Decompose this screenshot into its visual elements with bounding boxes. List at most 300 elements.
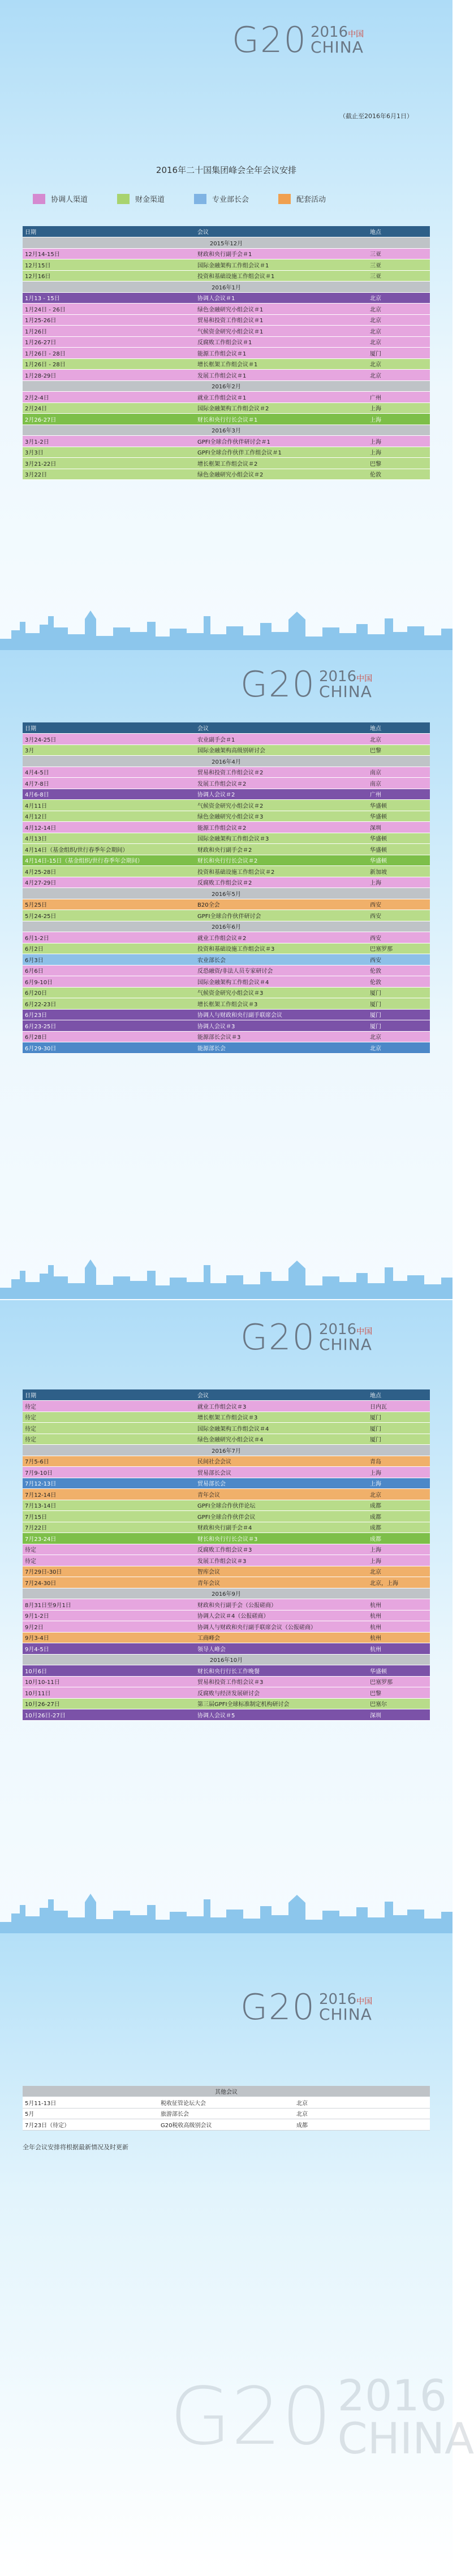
row-meeting: 农业部长会 (195, 954, 368, 966)
table-row (23, 1434, 430, 1445)
page-3 (0, 1300, 453, 1933)
row-meeting: 国际金融架构工作组会议＃2 (195, 402, 368, 414)
row-location: 西安 (368, 899, 430, 910)
table-row (23, 1599, 430, 1610)
month-label: 2016年10月 (23, 1654, 430, 1665)
row-date: 4月12日 (23, 811, 195, 822)
page-title: 2016年二十国集团峰会全年会议安排 (156, 165, 297, 175)
row-meeting: 农业副手会＃1 (195, 734, 368, 745)
row-meeting: 贸易和投资工作组会议＃3 (195, 1676, 368, 1687)
g20-watermark-logo: G20 2016 CHINA (170, 2370, 474, 2464)
month-label: 2016年7月 (23, 1445, 430, 1456)
row-location: 北京 (368, 734, 430, 745)
row-meeting: 协调人与财政和央行副手联席会议（公报磋商） (195, 1621, 368, 1633)
row-date: 7月23-24日 (23, 1533, 195, 1544)
legend-item: 配套活动 (278, 193, 326, 204)
row-date: 9月3-4日 (23, 1632, 195, 1643)
row-date: 6月3日 (23, 954, 195, 966)
table-row (23, 1412, 430, 1423)
row-location: 巴黎 (368, 744, 430, 756)
row-location: 成都 (368, 1533, 430, 1544)
row-location: 上海 (368, 877, 430, 888)
table-row (23, 1031, 430, 1042)
table-row (23, 1687, 430, 1699)
table-row (23, 855, 430, 866)
table-row (23, 392, 430, 403)
update-note: 全年会议安排将根据最新情况及时更新 (23, 2144, 128, 2151)
table-row (23, 833, 430, 844)
row-date: 4月6-8日 (23, 789, 195, 800)
row-meeting: 发展工作组会议＃3 (195, 1555, 368, 1566)
column-header-location: 地点 (368, 226, 430, 237)
row-meeting: 增长框架工作组会议＃2 (195, 458, 368, 469)
row-meeting: 就业工作组会议＃2 (195, 932, 368, 943)
row-date: 4月14日-15日（基金组织/世行春季年会期间） (23, 855, 195, 866)
row-meeting: 协调人会议＃3 (195, 1020, 368, 1032)
g20-logo: G20 2016中国 CHINA (240, 664, 373, 705)
row-meeting: GPFI全球合作伙伴论坛 (195, 1500, 368, 1511)
month-label: 2016年1月 (23, 282, 430, 293)
row-meeting: 反恐融资/非法人员专家研讨会 (195, 965, 368, 976)
table-row (23, 259, 430, 271)
row-location: 厦门 (368, 1423, 430, 1434)
row-date: 10月26-27日 (23, 1698, 195, 1709)
row-meeting: 能源工作组会议＃1 (195, 348, 368, 359)
row-location: 成都 (368, 1522, 430, 1533)
row-meeting: 投资和基础设施工作组会议＃1 (195, 270, 368, 282)
row-meeting: 国际金融架构工作组会议＃4 (195, 976, 368, 988)
row-location: 巴塞尔 (368, 1698, 430, 1709)
row-date: 7月15日 (23, 1511, 195, 1522)
schedule-table (23, 722, 430, 1054)
table-row (23, 1643, 430, 1655)
row-meeting: 青年会议 (195, 1489, 368, 1500)
row-meeting: GPFI全球合作伙伴研讨会 (195, 910, 368, 921)
row-meeting: 反腐败工作组会议＃2 (195, 877, 368, 888)
row-date: 5月 (23, 2108, 158, 2119)
row-date: 9月4-5日 (23, 1643, 195, 1655)
row-location: 北京 (368, 326, 430, 337)
row-meeting: 绿色金融研究小组会议＃3 (195, 811, 368, 822)
row-date: 12月16日 (23, 270, 195, 282)
column-header-meeting: 会议 (195, 1389, 368, 1401)
row-meeting: 第三届GPFI全球标准制定机构研讨会 (195, 1698, 368, 1709)
row-date: 待定 (23, 1423, 195, 1434)
row-date: 2月24日 (23, 402, 195, 414)
table-row (23, 292, 430, 304)
table-header-row (23, 1389, 430, 1401)
row-location: 北京 (368, 336, 430, 348)
schedule-table (23, 226, 430, 480)
row-date: 7月24-30日 (23, 1577, 195, 1588)
row-meeting: 财长和央行行长会议＃1 (195, 414, 368, 425)
page-4 (0, 1933, 474, 2576)
row-location: 深圳 (368, 1709, 430, 1721)
table-row (23, 1533, 430, 1544)
row-meeting: 协调人会议＃2 (195, 789, 368, 800)
row-date: 7月22日 (23, 1522, 195, 1533)
row-location: 西安 (368, 932, 430, 943)
row-location: 厦门 (368, 1434, 430, 1445)
table-row (23, 248, 430, 259)
row-meeting: 财长和央行行长会议＃2 (195, 855, 368, 866)
table-row (23, 436, 430, 447)
month-label: 2016年2月 (23, 380, 430, 392)
row-meeting: 国际金融架构工作组会议＃1 (195, 259, 368, 271)
month-label: 2016年4月 (23, 756, 430, 767)
table-row (23, 800, 430, 811)
row-date: 4月13日 (23, 833, 195, 844)
month-header-row (23, 425, 430, 436)
row-location: 青岛 (368, 1456, 430, 1467)
row-location: 上海 (368, 1555, 430, 1566)
column-header-date: 日期 (23, 226, 195, 237)
row-date: 4月27-29日 (23, 877, 195, 888)
table-row (23, 402, 430, 414)
table-row (23, 811, 430, 822)
month-header-row (23, 888, 430, 899)
table-row (23, 910, 430, 921)
g20-logo: G20 2016中国 CHINA (240, 1986, 373, 2028)
row-location: 厦门 (368, 1412, 430, 1423)
month-label: 2016年3月 (23, 425, 430, 436)
table-row (23, 1555, 430, 1566)
row-location: 厦门 (368, 987, 430, 998)
table-row (23, 778, 430, 789)
table-row (23, 1621, 430, 1633)
row-meeting: 发展工作组会议＃2 (195, 778, 368, 789)
row-location: 北京 (368, 304, 430, 315)
row-location: 巴黎 (368, 1687, 430, 1699)
table-row (23, 304, 430, 315)
row-date: 7月12-14日 (23, 1489, 195, 1500)
city-skyline (0, 1882, 453, 1933)
page-1 (0, 0, 453, 650)
row-location: 北京 (368, 370, 430, 381)
month-header-row (23, 1588, 430, 1599)
row-meeting: 绿色金融研究小组会议＃1 (195, 304, 368, 315)
row-meeting: 协调人与财政和央行副手联席会议 (195, 1009, 368, 1020)
table-row (23, 789, 430, 800)
row-date: 6月2日 (23, 943, 195, 954)
table-row (23, 1467, 430, 1478)
row-location: 南京 (368, 767, 430, 778)
month-header-row (23, 1654, 430, 1665)
schedule-table (23, 1389, 430, 1721)
row-location: 北京 (368, 1566, 430, 1577)
row-location: 西安 (368, 910, 430, 921)
other-header-row (23, 2086, 430, 2097)
table-row (23, 932, 430, 943)
row-meeting: 气候资金研究小组会议＃2 (195, 800, 368, 811)
table-row (23, 1577, 430, 1588)
other-heading: 其他会议 (23, 2086, 430, 2097)
row-location: 巴黎 (368, 458, 430, 469)
row-location: 北京 (294, 2097, 430, 2109)
row-location: 成都 (294, 2119, 430, 2131)
row-location: 厦门 (368, 998, 430, 1010)
legend-swatch (33, 194, 45, 204)
row-location: 北京 (368, 1031, 430, 1042)
row-meeting: G20税收高级别会议 (158, 2119, 294, 2131)
table-row (23, 1665, 430, 1677)
row-meeting: 贸易和投资工作组会议＃1 (195, 314, 368, 326)
table-row (23, 1423, 430, 1434)
row-meeting: 能源部长会议＃3 (195, 1031, 368, 1042)
as-of-date: （截止至2016年6月1日） (339, 112, 413, 120)
table-row (23, 1698, 430, 1709)
row-location: 上海 (368, 436, 430, 447)
row-location: 北京 (368, 358, 430, 370)
table-row (23, 954, 430, 966)
g20-logo: G20 2016中国 CHINA (232, 19, 364, 60)
row-location: 西安 (368, 954, 430, 966)
row-location: 北京 (368, 314, 430, 326)
row-date: 3月3日 (23, 447, 195, 458)
table-row (23, 447, 430, 458)
row-meeting: 就业工作组会议＃1 (195, 392, 368, 403)
row-location: 杭州 (368, 1632, 430, 1643)
table-row (23, 1522, 430, 1533)
row-meeting: 就业工作组会议＃3 (195, 1401, 368, 1412)
table-row (23, 1401, 430, 1412)
row-date: 7月5-6日 (23, 1456, 195, 1467)
row-date: 6月22-23日 (23, 998, 195, 1010)
row-meeting: 国际金融架构高级别研讨会 (195, 744, 368, 756)
row-location: 三亚 (368, 270, 430, 282)
row-location: 杭州 (368, 1621, 430, 1633)
month-header-row (23, 1445, 430, 1456)
table-row (23, 270, 430, 282)
row-meeting: 财政和央行副手会（公报磋商） (195, 1599, 368, 1610)
table-row (23, 877, 430, 888)
table-row (23, 1610, 430, 1621)
month-header-row (23, 380, 430, 392)
table-row (23, 1709, 430, 1721)
table-row (23, 866, 430, 877)
table-row (23, 414, 430, 425)
row-meeting: 民间社会会议 (195, 1456, 368, 1467)
row-meeting: 增长框架工作组会议＃3 (195, 1412, 368, 1423)
table-row (23, 1676, 430, 1687)
row-meeting: 协调人会议＃5 (195, 1709, 368, 1721)
row-meeting: 青年会议 (195, 1577, 368, 1588)
row-location: 深圳 (368, 822, 430, 833)
row-date: 1月13 - 15日 (23, 292, 195, 304)
table-row (23, 899, 430, 910)
row-meeting: GPFI全球合作伙伴研讨会＃1 (195, 436, 368, 447)
month-header-row (23, 282, 430, 293)
row-location: 巴塞罗那 (368, 1676, 430, 1687)
row-location: 北京 (368, 1042, 430, 1054)
row-location: 华盛顿 (368, 844, 430, 855)
table-row (23, 965, 430, 976)
month-label: 2016年9月 (23, 1588, 430, 1599)
row-date: 2月26-27日 (23, 414, 195, 425)
row-meeting: 智库会议 (195, 1566, 368, 1577)
table-row (23, 314, 430, 326)
row-date: 3月21-22日 (23, 458, 195, 469)
table-row (23, 370, 430, 381)
row-meeting: 反腐败与经济发展研讨会 (195, 1687, 368, 1699)
table-row (23, 358, 430, 370)
row-date: 7月23日（待定） (23, 2119, 158, 2131)
row-date: 4月25-28日 (23, 866, 195, 877)
row-date: 5月24-25日 (23, 910, 195, 921)
month-header-row (23, 237, 430, 249)
row-date: 1月24日 - 26日 (23, 304, 195, 315)
row-location: 新加坡 (368, 866, 430, 877)
row-date: 10月10-11日 (23, 1676, 195, 1687)
row-date: 7月29日-30日 (23, 1566, 195, 1577)
row-date: 4月4-5日 (23, 767, 195, 778)
page-2 (0, 650, 453, 1300)
table-row (23, 1020, 430, 1032)
table-row (23, 1478, 430, 1489)
row-meeting: 绿色金融研究小组会议＃4 (195, 1434, 368, 1445)
row-date: 7月9-10日 (23, 1467, 195, 1478)
table-row (23, 2097, 430, 2109)
table-row (23, 987, 430, 998)
row-date: 6月23日 (23, 1009, 195, 1020)
column-header-location: 地点 (368, 1389, 430, 1401)
row-meeting: 财长和央行行长会议＃3 (195, 1533, 368, 1544)
month-header-row (23, 756, 430, 767)
row-location: 华盛顿 (368, 811, 430, 822)
month-header-row (23, 921, 430, 932)
row-date: 10月11日 (23, 1687, 195, 1699)
table-row (23, 1544, 430, 1555)
row-meeting: 气候资金研究小组会议＃3 (195, 987, 368, 998)
table-header-row (23, 722, 430, 734)
row-date: 1月28-29日 (23, 370, 195, 381)
legend (33, 193, 326, 204)
row-date: 12月14-15日 (23, 248, 195, 259)
column-header-date: 日期 (23, 722, 195, 734)
row-meeting: 绿色金融研究小组会议＃2 (195, 469, 368, 480)
row-location: 上海 (368, 447, 430, 458)
row-location: 杭州 (368, 1610, 430, 1621)
column-header-meeting: 会议 (195, 226, 368, 237)
row-date: 6月9-10日 (23, 976, 195, 988)
table-row (23, 336, 430, 348)
row-date: 待定 (23, 1434, 195, 1445)
table-row (23, 326, 430, 337)
row-location: 华盛顿 (368, 1665, 430, 1677)
row-location: 上海 (368, 402, 430, 414)
column-header-date: 日期 (23, 1389, 195, 1401)
row-meeting: 财政和央行副手会＃4 (195, 1522, 368, 1533)
row-date: 3月24-25日 (23, 734, 195, 745)
table-row (23, 1042, 430, 1054)
row-meeting: 贸易部长会议 (195, 1467, 368, 1478)
column-header-location: 地点 (368, 722, 430, 734)
row-meeting: 气候资金研究小组会议＃1 (195, 326, 368, 337)
table-row (23, 2108, 430, 2119)
row-date: 10月6日 (23, 1665, 195, 1677)
table-row (23, 744, 430, 756)
row-date: 1月26-27日 (23, 336, 195, 348)
table-row (23, 844, 430, 855)
row-meeting: 财政和央行副手会＃2 (195, 844, 368, 855)
table-row (23, 1489, 430, 1500)
row-location: 华盛顿 (368, 833, 430, 844)
row-location: 巴塞罗那 (368, 943, 430, 954)
row-location: 成都 (368, 1511, 430, 1522)
row-meeting: 发展工作组会议＃1 (195, 370, 368, 381)
table-row (23, 1511, 430, 1522)
row-meeting: 财长和央行行长工作晚餐 (195, 1665, 368, 1677)
row-meeting: 税收征管论坛大会 (158, 2097, 294, 2109)
table-row (23, 1009, 430, 1020)
row-location: 华盛顿 (368, 855, 430, 866)
month-label: 2016年6月 (23, 921, 430, 932)
row-location: 三亚 (368, 259, 430, 271)
row-meeting: B20全会 (195, 899, 368, 910)
month-label: 2015年12月 (23, 237, 430, 249)
row-date: 6月29-30日 (23, 1042, 195, 1054)
row-meeting: 增长框架工作组会议＃1 (195, 358, 368, 370)
table-row (23, 734, 430, 745)
row-date: 1月25-26日 (23, 314, 195, 326)
row-date: 7月13-14日 (23, 1500, 195, 1511)
row-location: 上海 (368, 1467, 430, 1478)
row-date: 6月23-25日 (23, 1020, 195, 1032)
row-date: 9月1-2日 (23, 1610, 195, 1621)
row-location: 日内瓦 (368, 1401, 430, 1412)
table-row (23, 976, 430, 988)
table-row (23, 469, 430, 480)
row-date: 1月26日 - 28日 (23, 358, 195, 370)
row-location: 厦门 (368, 348, 430, 359)
row-date: 12月15日 (23, 259, 195, 271)
row-date: 5月11-13日 (23, 2097, 158, 2109)
row-location: 华盛顿 (368, 800, 430, 811)
row-date: 1月26日 - 28日 (23, 348, 195, 359)
row-date: 9月2日 (23, 1621, 195, 1633)
city-skyline (0, 1248, 453, 1299)
table-row (23, 1566, 430, 1577)
row-date: 2月2-4日 (23, 392, 195, 403)
city-skyline (0, 599, 453, 650)
table-row (23, 943, 430, 954)
row-date: 8月31日至9月1日 (23, 1599, 195, 1610)
legend-item: 专业部长会 (194, 193, 249, 204)
row-date: 10月26日-27日 (23, 1709, 195, 1721)
row-location: 厦门 (368, 1009, 430, 1020)
table-row (23, 998, 430, 1010)
g20-logo: G20 2016中国 CHINA (240, 1317, 373, 1358)
row-date: 4月7-8日 (23, 778, 195, 789)
row-date: 待定 (23, 1555, 195, 1566)
row-date: 3月 (23, 744, 195, 756)
row-meeting: 增长框架工作组会议＃3 (195, 998, 368, 1010)
row-meeting: 贸易部长会 (195, 1478, 368, 1489)
row-meeting: 能源部长会 (195, 1042, 368, 1054)
row-location: 北京 (294, 2108, 430, 2119)
table-row (23, 1456, 430, 1467)
row-meeting: 协调人会议＃1 (195, 292, 368, 304)
row-location: 杭州 (368, 1643, 430, 1655)
row-location: 上海 (368, 1544, 430, 1555)
row-meeting: 能源工作组会议＃2 (195, 822, 368, 833)
month-label: 2016年5月 (23, 888, 430, 899)
row-location: 伦敦 (368, 976, 430, 988)
table-row (23, 1500, 430, 1511)
row-date: 6月6日 (23, 965, 195, 976)
table-row (23, 767, 430, 778)
row-location: 成都 (368, 1500, 430, 1511)
